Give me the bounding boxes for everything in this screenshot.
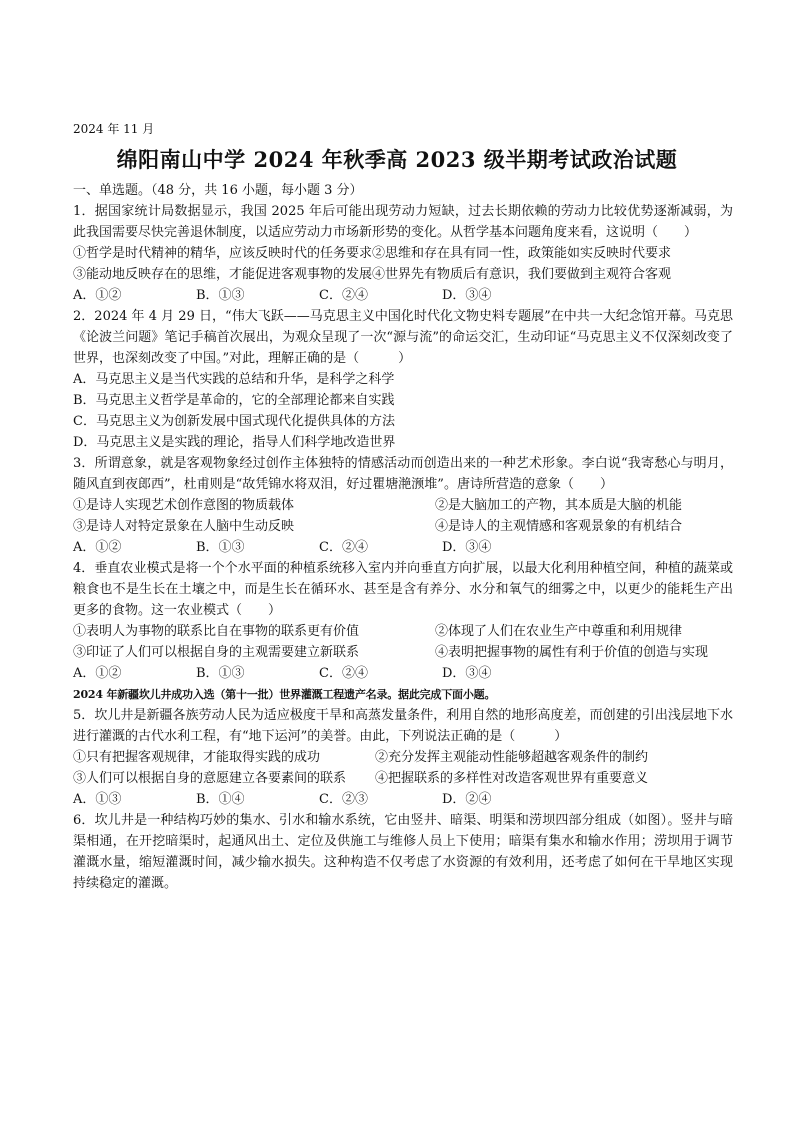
question-2: [73, 306, 733, 453]
option-b[interactable]: B．①③: [196, 666, 245, 681]
option-c[interactable]: C．②③: [319, 792, 368, 807]
statement-item: ④是诗人的主观情感和客观景象的有机结合: [435, 519, 683, 534]
statement-item: ③印证了人们可以根据自身的主观需要建立新联系: [73, 645, 360, 660]
statement-item: ②是大脑加工的产物，其本质是大脑的机能: [435, 498, 683, 513]
option-b[interactable]: B．①③: [196, 540, 245, 555]
question-1: [73, 201, 733, 306]
answer-options: [73, 285, 733, 306]
page-title: 绵阳南山中学 2024 年秋季高 2023 级半期考试政治试题: [116, 147, 678, 172]
question-stem: 3．所谓意象，就是客观物象经过创作主体独特的情感活动而创造出来的一种艺术形象。李白说“我寄愁心与明月，随风直到夜郎西”，杜甫则是“故凭锦水将双泪，好过瞿塘滟滪堆”。唐诗所营造的意象（ ）: [73, 456, 733, 492]
answer-options: [73, 537, 733, 558]
statement-item: ①表明人为事物的联系比自在事物的联系更有价值: [73, 624, 360, 639]
question-stem: 4．垂直农业模式是将一个个水平面的种植系统移入室内并向垂直方向扩展，以最大化利用种植空间，种植的蔬菜或粮食也不是生长在土壤之中，而是生长在循环水、甚至是含有养分、水分和氧气的细雾之中，以更少的能耗生产出更多的食物。这一农业模式（ ）: [73, 561, 733, 618]
option-d[interactable]: D．马克思主义是实践的理论，指导人们科学地改造世界: [73, 435, 396, 450]
question-stem: 6．坎儿井是一种结构巧妙的集水、引水和输水系统，它由竖井、暗渠、明渠和涝坝四部分组成（如图）。竖井与暗渠相通，在开挖暗渠时，起通风出土、定位及供施工与维修人员上下使用；暗渠有集水和输水作用；涝坝用于调节灌溉水量，缩短灌溉时间，减少输水损失。这种构造不仅考虑了水资源的有效利用，还考虑了如何在干旱地区实现持续稳定的灌溉。: [73, 813, 733, 891]
question-6: [73, 810, 733, 894]
option-d[interactable]: D．③④: [442, 540, 492, 555]
question-4: [73, 558, 733, 684]
option-d[interactable]: D．③④: [442, 666, 492, 681]
option-b[interactable]: B．①③: [196, 288, 245, 303]
statement-row: [73, 621, 733, 642]
section-heading: 一、单选题。（48 分，共 16 小题，每小题 3 分）: [73, 183, 363, 198]
material-note: 2024 年新疆坎儿井成功入选（第十一批）世界灌溉工程遗产名录。据此完成下面小题。: [73, 688, 496, 701]
option-b[interactable]: B．①④: [196, 792, 245, 807]
statement-item: ②体现了人们在农业生产中尊重和利用规律: [435, 624, 683, 639]
statement-item: ④把握联系的多样性对改造客观世界有重要意义: [375, 771, 649, 786]
question-stem: 2．2024 年 4 月 29 日，“伟大飞跃——马克思主义中国化时代化文物史料专题展”在中共一大纪念馆开幕。马克思《论波兰问题》笔记手稿首次展出，为观众呈现了一次“源与流”的命运交汇，生动印证“马克思主义不仅深刻改变了世界，也深刻改变了中国。”对此，理解正确的是（ ）: [73, 309, 733, 366]
option-a[interactable]: A．①②: [73, 288, 122, 303]
option-c[interactable]: C．②④: [319, 288, 368, 303]
statement-item: ②充分发挥主观能动性能够超越客观条件的制约: [375, 750, 649, 765]
statement-line: ①哲学是时代精神的精华，应该反映时代的任务要求②思维和存在具有同一性，政策能如实反映时代要求: [73, 246, 672, 261]
option-c[interactable]: C．马克思主义为创新发展中国式现代化提供具体的方法: [73, 414, 395, 429]
option-d[interactable]: D．②④: [442, 792, 492, 807]
option-d[interactable]: D．③④: [442, 288, 492, 303]
option-a[interactable]: A．①③: [73, 792, 122, 807]
statement-item: ③人们可以根据自身的意愿建立各要素间的联系: [73, 771, 347, 786]
question-stem: 5．坎儿井是新疆各族劳动人民为适应极度干旱和高蒸发量条件，利用自然的地形高度差，而创建的引出浅层地下水进行灌溉的古代水利工程，有“地下运河”的美誉。由此，下列说法正确的是（ ）: [73, 708, 733, 744]
question-stem: 1．据国家统计局数据显示，我国 2025 年后可能出现劳动力短缺，过去长期依赖的劳动力比较优势逐渐减弱，为此我国需要尽快完善退休制度，以适应劳动力市场新形势的变化。从哲学基本问题角度来看，这说明（ ）: [73, 204, 733, 240]
statement-line: ③能动地反映存在的思维，才能促进客观事物的发展④世界先有物质后有意识，我们要做到主观符合客观: [73, 267, 672, 282]
option-c[interactable]: C．②④: [319, 540, 368, 555]
question-3: [73, 453, 733, 558]
statement-row: [73, 495, 733, 516]
exam-content: [73, 180, 733, 894]
statement-row: [73, 642, 733, 663]
option-a[interactable]: A．①②: [73, 540, 122, 555]
statement-row: [73, 516, 733, 537]
statement-item: ④表明把握事物的属性有利于价值的创造与实现: [435, 645, 709, 660]
answer-options: [73, 789, 733, 810]
option-c[interactable]: C．②④: [319, 666, 368, 681]
question-5: [73, 705, 733, 810]
exam-date: 2024 年 11 月: [73, 122, 155, 136]
answer-options: [73, 663, 733, 684]
statement-row: [73, 747, 733, 768]
option-a[interactable]: A．马克思主义是当代实践的总结和升华，是科学之科学: [73, 372, 395, 387]
statement-row: [73, 768, 733, 789]
statement-item: ③是诗人对特定景象在人脑中生动反映: [73, 519, 295, 534]
statement-item: ①只有把握客观规律，才能取得实践的成功: [73, 750, 321, 765]
option-b[interactable]: B．马克思主义哲学是革命的，它的全部理论都来自实践: [73, 393, 395, 408]
statement-item: ①是诗人实现艺术创作意图的物质载体: [73, 498, 295, 513]
option-a[interactable]: A．①②: [73, 666, 122, 681]
